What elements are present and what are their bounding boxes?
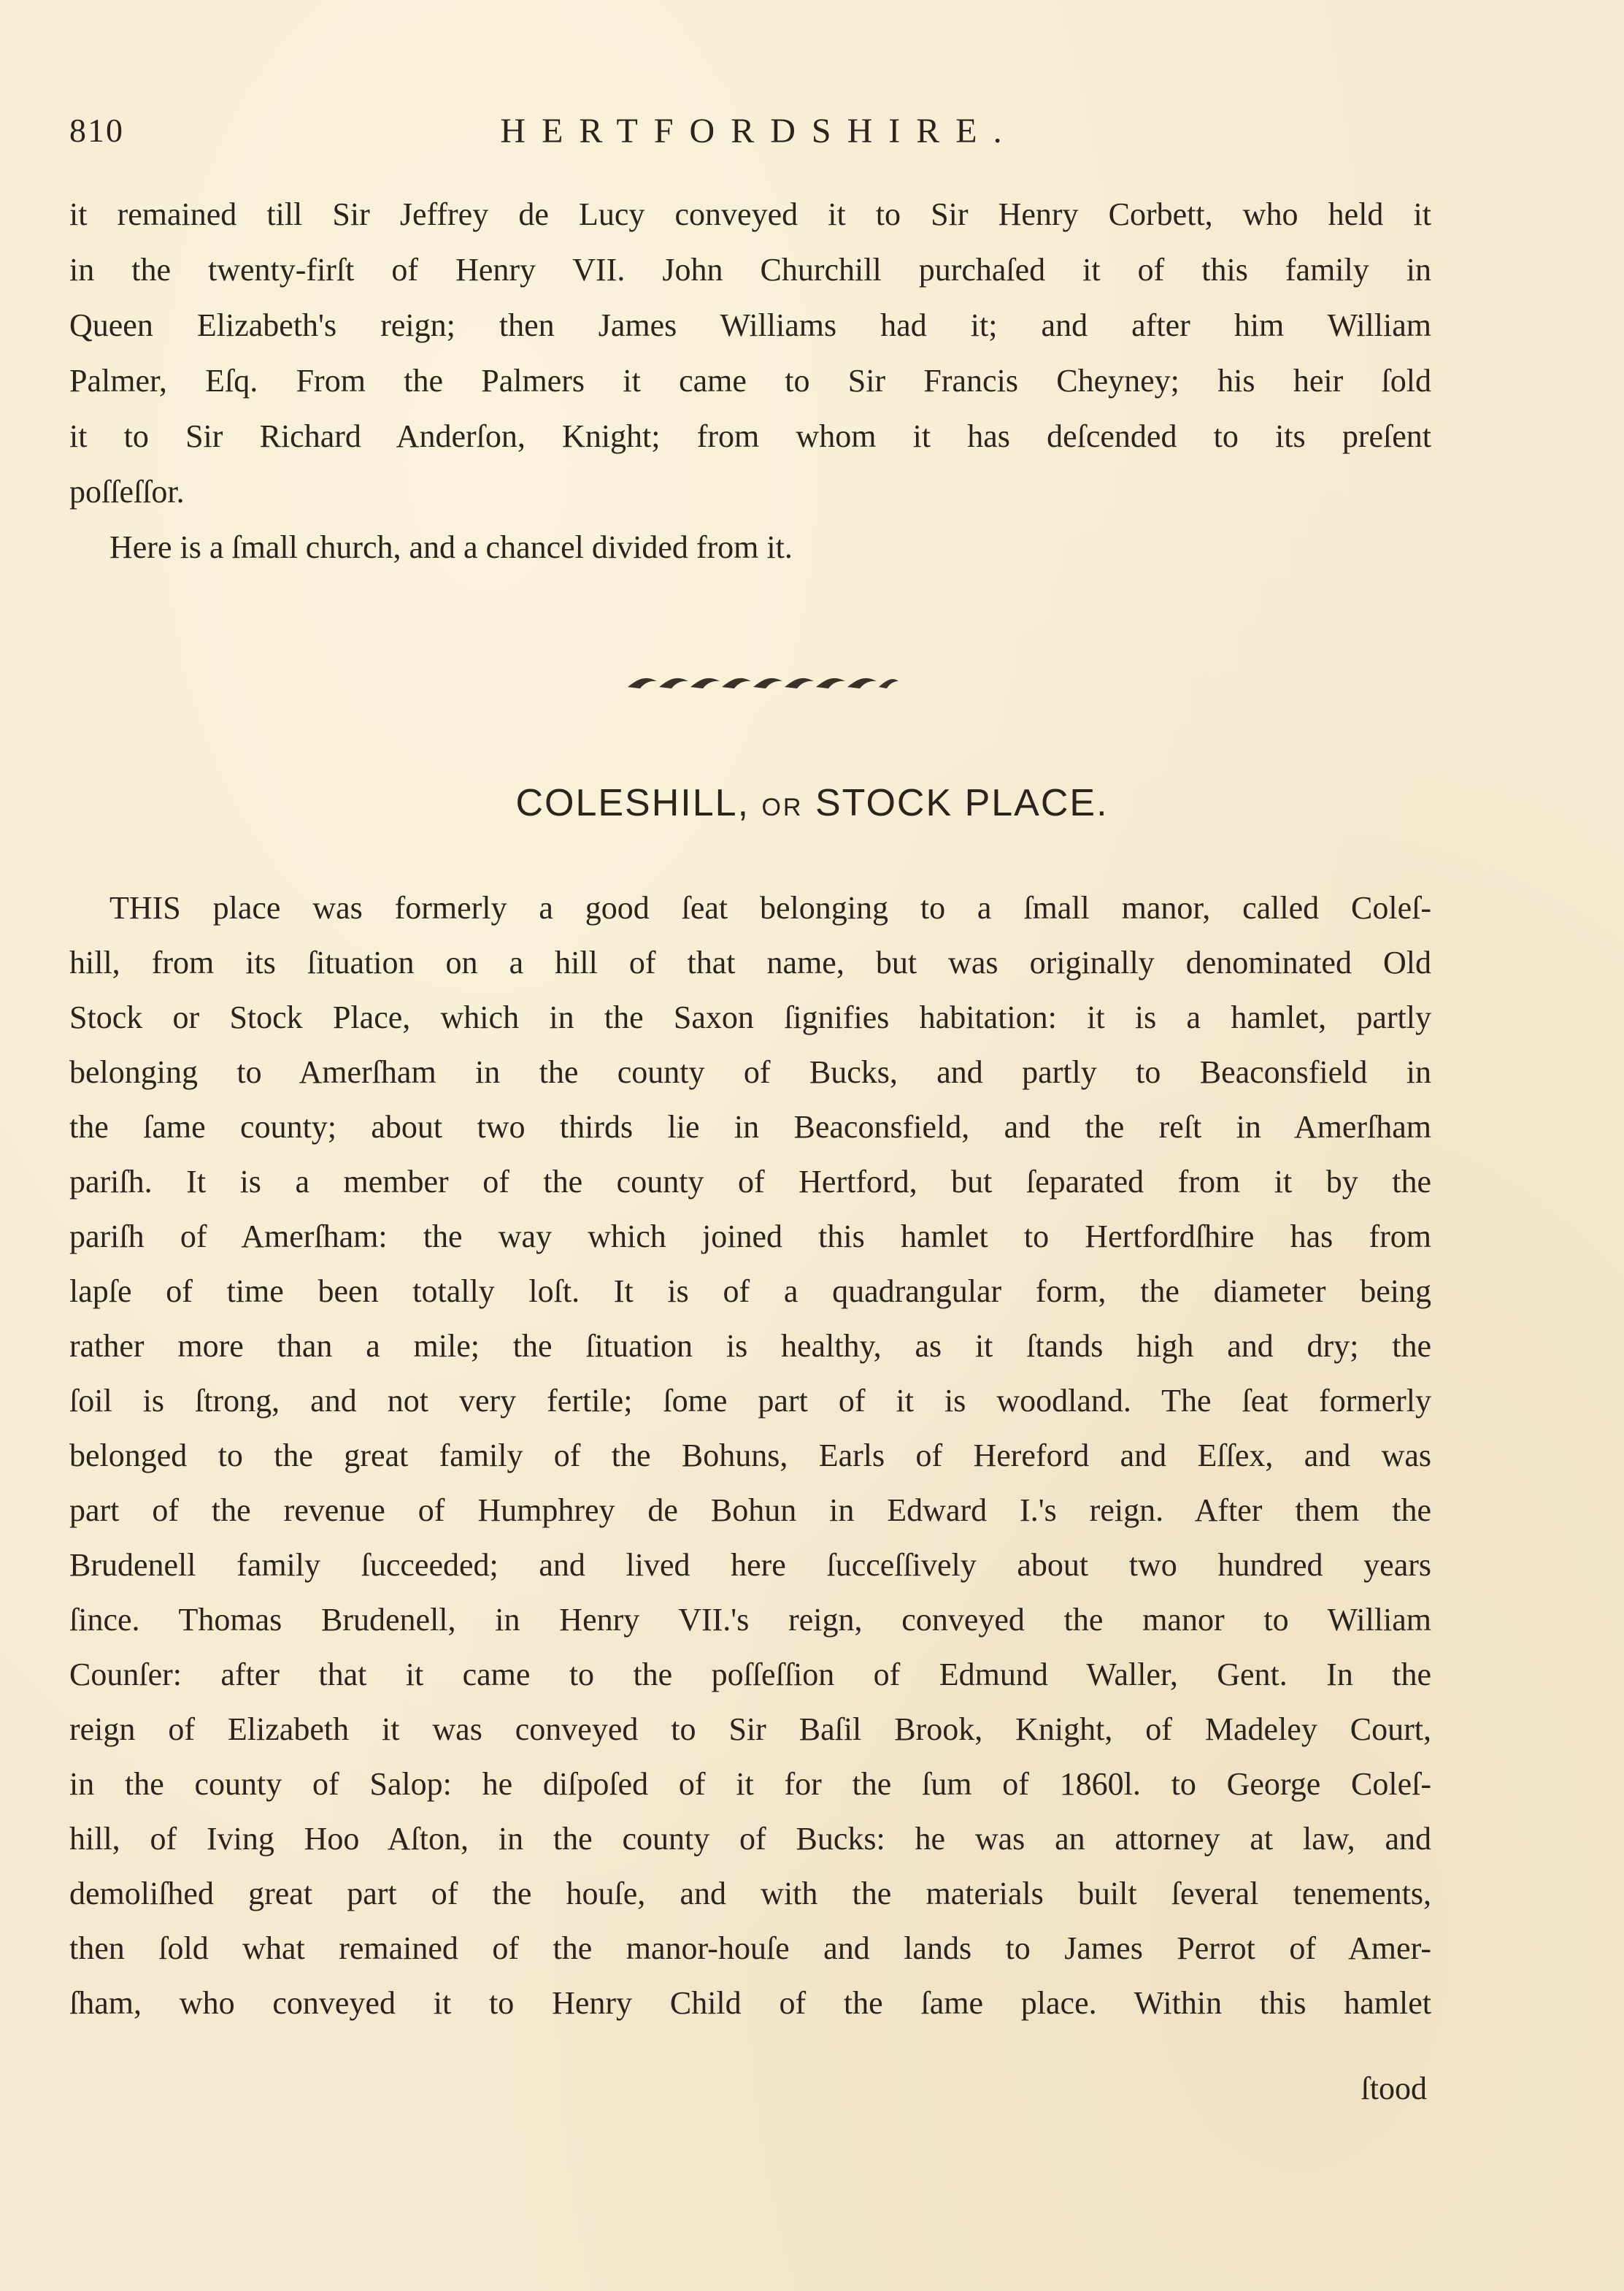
- decorative-rule-ornament: [624, 668, 901, 697]
- text-line: Stock or Stock Place, which in the Saxon ſignifies habitation: it is a hamlet, partly: [69, 999, 1431, 1035]
- text-line: ſince. Thomas Brudenell, in Henry VII.'s reign, conveyed the manor to William: [69, 1602, 1431, 1638]
- text-line: hill, from its ſituation on a hill of that name, but was originally denominated Old: [69, 945, 1431, 981]
- text-line: THIS place was formerly a good ſeat belonging to a ſmall manor, called Coleſ-: [109, 890, 1431, 926]
- running-title: HERTFORDSHIRE.: [500, 112, 1018, 150]
- text-line: poſſeſſor.: [69, 474, 185, 510]
- text-line: ſham, who conveyed it to Henry Child of the ſame place. Within this hamlet: [69, 1985, 1431, 2021]
- text-line: Counſer: after that it came to the poſſeſſion of Edmund Waller, Gent. In the: [69, 1657, 1431, 1692]
- text-line: it to Sir Richard Anderſon, Knight; from whom it has deſcended to its preſent: [69, 418, 1431, 454]
- text-line: pariſh. It is a member of the county of Hertford, but ſeparated from it by the: [69, 1164, 1431, 1200]
- text-line: Palmer, Eſq. From the Palmers it came to Sir Francis Cheyney; his heir ſold: [69, 363, 1431, 399]
- text-line: in the county of Salop: he diſpoſed of it for the ſum of 1860l. to George Coleſ-: [69, 1766, 1431, 1802]
- text-line: reign of Elizabeth it was conveyed to Sir Baſil Brook, Knight, of Madeley Court,: [69, 1711, 1431, 1747]
- church-paragraph: Here is a ſmall church, and a chancel divided from it.: [109, 529, 793, 565]
- text-line: demoliſhed great part of the houſe, and with the materials built ſeveral tenements,: [69, 1876, 1431, 1911]
- section-heading: [0, 781, 1624, 825]
- section-title-part2: STOCK PLACE.: [815, 782, 1109, 824]
- section-title-connector: OR: [761, 794, 804, 821]
- page-header: [69, 111, 1449, 155]
- text-line: Queen Elizabeth's reign; then James Williams had it; and after him William: [69, 307, 1431, 343]
- text-line: ſoil is ſtrong, and not very fertile; ſome part of it is woodland. The ſeat formerly: [69, 1383, 1431, 1419]
- text-line: it remained till Sir Jeffrey de Lucy conveyed it to Sir Henry Corbett, who held it: [69, 196, 1431, 232]
- text-line: the ſame county; about two thirds lie in Beaconsfield, and the reſt in Amerſham: [69, 1109, 1431, 1145]
- section-title-part1: COLESHILL,: [515, 782, 750, 824]
- text-line: belonged to the great family of the Bohuns, Earls of Hereford and Eſſex, and was: [69, 1438, 1431, 1473]
- text-line: Brudenell family ſucceeded; and lived here ſucceſſively about two hundred years: [69, 1547, 1431, 1583]
- text-line: pariſh of Amerſham: the way which joined this hamlet to Hertfordſhire has from: [69, 1219, 1431, 1254]
- text-line: lapſe of time been totally loſt. It is of a quadrangular form, the diameter being: [69, 1273, 1431, 1309]
- catchword: ſtood: [1361, 2071, 1427, 2106]
- text-line: hill, of Iving Hoo Aſton, in the county of Bucks: he was an attorney at law, and: [69, 1821, 1431, 1857]
- text-line: belonging to Amerſham in the county of Bucks, and partly to Beaconsfield in: [69, 1054, 1431, 1090]
- text-line: then ſold what remained of the manor-houſe and lands to James Perrot of Amer-: [69, 1930, 1431, 1966]
- text-line: rather more than a mile; the ſituation is healthy, as it ſtands high and dry; the: [69, 1328, 1431, 1364]
- page-number: 810: [69, 112, 124, 149]
- text-line: in the twenty-firſt of Henry VII. John Churchill purchaſed it of this family in: [69, 252, 1431, 288]
- text-line: part of the revenue of Humphrey de Bohun in Edward I.'s reign. After them the: [69, 1492, 1431, 1528]
